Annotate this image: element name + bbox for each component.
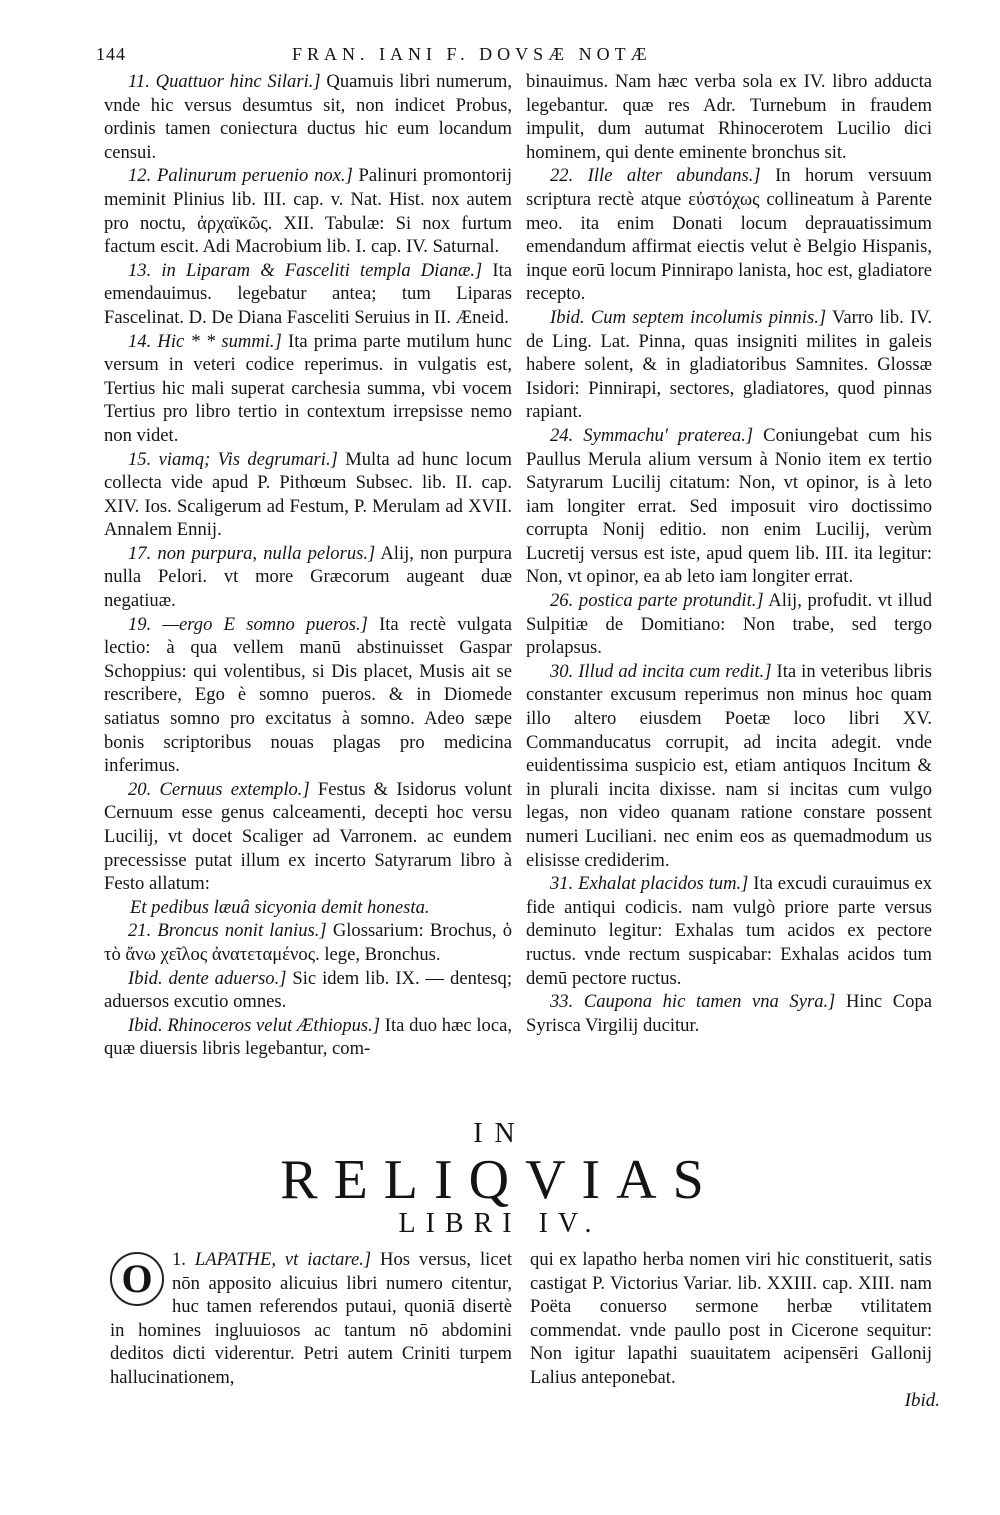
note-text: Alij, profudit. vt illud Sulpitiæ de Domitiano: Non trabe, sed tergo prolapsus. — [526, 590, 932, 659]
section-heading-in: IN — [473, 1118, 527, 1149]
note-text: Quamuis libri numerum, vnde hic versus desumtus sit, non indicet Probus, ordinis tamen coniectura ductus hic eum locandum censui. — [104, 71, 513, 163]
section-heading-book: LIBRI IV. — [398, 1208, 602, 1239]
note-continuation: binauimus. Nam hæc verba sola ex IV. libro adducta legebantur. quæ res Adr. Turnebum in fraudem impulit, dum autumat Rhinocerotem Lucilio dici hominem, qui dente eminente bronchus sit. — [526, 71, 932, 163]
page-number: 144 — [96, 44, 126, 64]
note-text: Hinc Copa Syrisca Virgilij ducitur. — [526, 991, 932, 1036]
section-heading-title: RELIQVIAS — [280, 1149, 720, 1211]
note — [104, 448, 512, 542]
note-text: Glossarium: Brochus, ὁ τὸ ἄνω χεῖλος ἀνατεταμένος. lege, Bronchus. — [104, 920, 512, 965]
note — [526, 589, 932, 660]
note-text: Varro lib. IV. de Ling. Lat. Pinna, quas insigniti milites in galeis habere solent, & in gladiatoribus Samnites. Glossæ Isidori: Pinnirapi, sectores, gladiatores, quod pinnas rapiant. — [526, 306, 932, 423]
note-lemma: 13. in Liparam & Fasceliti templa Dianæ.] — [128, 259, 483, 281]
note-lemma: Ibid. dente aduerso.] — [128, 967, 287, 989]
note-text: Palinuri promontorij meminit Plinius lib. III. cap. v. Nat. Hist. nox autem pro noctu, ἀρχαϊκῶς. XII. Tabulæ: Si nox furtum factum escit. Adi Macrobium lib. I. cap. IV. Saturnal. — [104, 165, 512, 258]
note — [104, 613, 512, 778]
note — [526, 660, 932, 872]
note-text: Ita in veteribus libris constanter excusum reperimus non minus hoc quam illo altero eiusdem Poetæ loco libri XV. Commanducatus corrupit, ad incita adegit. vnde euidentissima suspicio est, etiam antiquos Incitum & in plurali incita dixisse. nam si incitas cum vulgo legas, non video quanam ratione constare possent numeri Luciliani. nec enim eos as quemadmodum us elisisse crediderim. — [526, 660, 932, 871]
note-text: Ita prima parte mutilum hunc versum in veteri codice reperimus. in vulgatis est, Tertius hic mali superat carchesia summa, vbi vocem Tertius pro libro tertio in contextum irrepsisse nemo non videt. — [104, 330, 513, 446]
note — [526, 164, 932, 306]
note-lemma: 19. —ergo E somno pueros.] — [128, 613, 368, 635]
note-lemma: 17. non purpura, nulla pelorus.] — [128, 542, 376, 564]
note-text: Ita duo hæc loca, quæ diuersis libris legebantur, com- — [104, 1014, 512, 1060]
running-title: FRAN. IANI F. DOVSÆ NOTÆ — [292, 44, 652, 64]
note-lemma: 14. Hic * * summi.] — [128, 330, 282, 352]
note-text: Multa ad hunc locum collecta vide apud P. Pithœum Subsec. lib. II. cap. XIV. Ios. Scaligerum ad Festum, P. Merulam ad XVII. Annalem Ennij. — [104, 448, 512, 541]
note — [526, 872, 932, 990]
note-lemma: 12. Palinurum peruenio nox.] — [128, 165, 353, 187]
note-text: Ita emendauimus. legebatur antea; tum Liparas Fascelinat. D. De Diana Fasceliti Seruius in II. Æneid. — [104, 259, 512, 328]
note-text: Festus & Isidorus volunt Cernuum esse genus calceamenti, decepti hoc versu Lucilij, vt docet Scaliger ad Varronem. ac eundem precessisse putat illum ex incerto Satyrarum libro à Festo allatum: — [104, 778, 512, 895]
note-lemma: 31. Exhalat placidos tum.] — [550, 873, 749, 895]
catchword: Ibid. — [904, 1390, 940, 1411]
note-text: In horum versuum scriptura rectè atque εὐστόχως collineatum à Parente meo. ita enim Donati locum deprauatissimum emendandum affirmat eiectis velut è Belgio Hispanis, inque eorū locum Pinnirapo lanista, hoc est, gladiatore recepto. — [526, 165, 933, 305]
note-text: Sic idem lib. IX. — dentesq; aduersos excutio omnes. — [104, 967, 512, 1013]
note — [104, 542, 512, 613]
note-lemma: LAPATHE, vt iactare.] — [194, 1249, 372, 1270]
note — [104, 259, 512, 330]
note-text: Ita rectè vulgata lectio: à qua vellem manū abstinuisset Gaspar Schoppius: qui volentibus, si Dis placet, Musis ait se rescribere, Ego è somno pueros. & in Diomede satiatus somno pro excitatus à somno. Adeo sæpe bonis scriptoribus nouas plagas pro medicina inferimus. — [104, 613, 513, 777]
right-column — [526, 70, 932, 1037]
note-number: 1. — [172, 1249, 186, 1270]
note-text: Ita excudi curauimus ex fide antiqui codicis. nam vulgò priore parte versus deminuto legitur: Exhalas tum acidos ex pectore ructus. vnde rectum suspicabar: Exhalas acidos tum demū pectore ructus. — [526, 873, 932, 989]
note — [104, 919, 512, 966]
note-text: Hos versus, licet nōn apposito alicuius libri numero citentur, huc tamen referendos putaui, quoniā disertè in homines ingluuiosos ac tantum nō abdomini deditos dicti viderentur. Petri autem Criniti turpem hallucinationem, — [110, 1249, 512, 1388]
note-lemma: 22. Ille alter abundans.] — [550, 165, 761, 187]
note — [104, 70, 512, 164]
note-lemma: 11. Quattuor hinc Silari.] — [128, 71, 321, 92]
book4-left-column — [110, 1248, 512, 1390]
note-text: Coniungebat cum his Paullus Merula alium versum à Nonio item ex tertio Satyrarum Lucilij citatum: Non, vt opinor, is à leto iam longiter errat. Sed imposuit viro doctissimo corrupta Nonij editio. non enim Lucilij, verùm Lucretij versus est iste, apud quem lib. III. ita legitur: Non, vt opinor, ea ab leto iam longiter errat. — [526, 424, 932, 588]
note-text: Alij, non purpura nulla Pelori. vt more Græcorum augeant duæ negatiuæ. — [104, 542, 512, 612]
note — [104, 1014, 512, 1061]
note-lemma: 15. viamq; Vis degrumari.] — [128, 448, 338, 470]
note — [526, 990, 932, 1037]
note — [104, 778, 512, 896]
note-lemma: 33. Caupona hic tamen vna Syra.] — [550, 991, 836, 1013]
note-lemma: 30. Illud ad incita cum redit.] — [550, 660, 772, 682]
note-lemma: Ibid. Rhinoceros velut Æthiopus.] — [128, 1014, 381, 1036]
note — [104, 967, 512, 1014]
note-lemma: 24. Symmachu' praterea.] — [550, 424, 754, 446]
note-lemma: 20. Cernuus extemplo.] — [128, 778, 310, 800]
drop-cap-initial: O — [110, 1252, 164, 1306]
left-column — [104, 70, 512, 1061]
note-continuation: qui ex lapatho herba nomen viri hic constituerit, satis castigat P. Victorius Variar. lib. XXIII. cap. XIII. nam Poëta conuerso sermone herbæ vtilitatem commendat. vnde paullo post in Cicerone sequitur: Non igitur lapathi suauitatem acipensēri Gallonij Lalius anteponebat. — [530, 1249, 932, 1388]
note — [104, 330, 512, 448]
quoted-verse: Et pedibus læuâ sicyonia demit honesta. — [130, 896, 430, 918]
note — [526, 306, 932, 424]
note-lemma: Ibid. Cum septem incolumis pinnis.] — [550, 306, 827, 328]
note — [526, 424, 932, 589]
note-lemma: 21. Broncus nonit lanius.] — [128, 920, 327, 942]
book4-right-column — [530, 1248, 932, 1390]
note — [104, 164, 512, 258]
note — [110, 1248, 512, 1390]
note-lemma: 26. postica parte protundit.] — [550, 590, 764, 612]
